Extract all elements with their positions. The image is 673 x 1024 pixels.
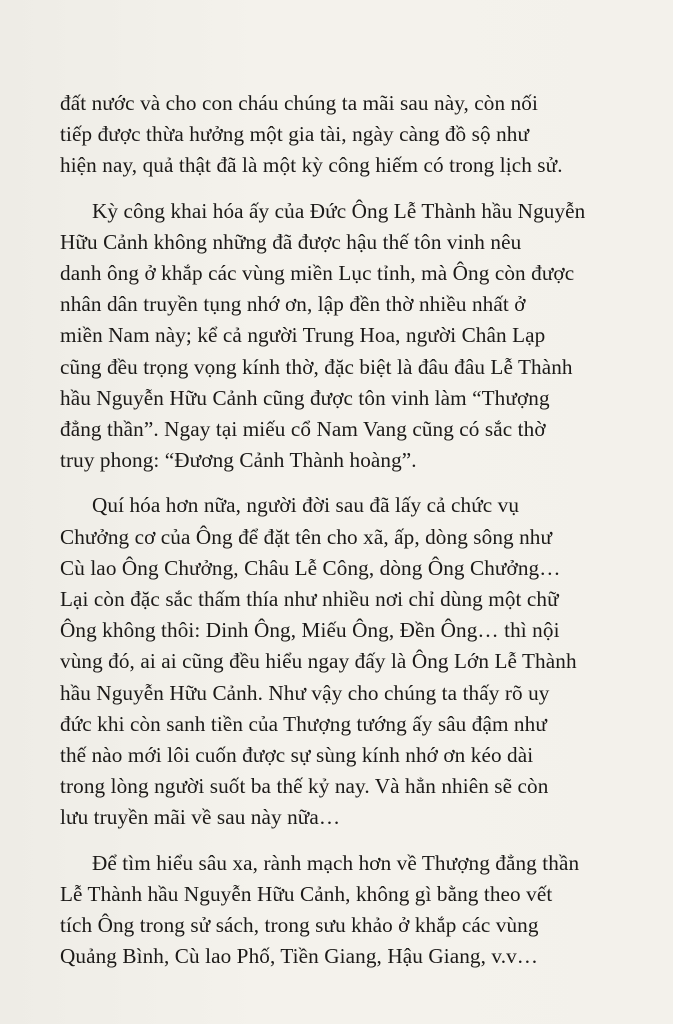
text-line: Quí hóa hơn nữa, người đời sau đã lấy cả chức vụ bbox=[92, 493, 520, 518]
paragraph-2 bbox=[60, 196, 620, 477]
text-line: Quảng Bình, Cù lao Phố, Tiền Giang, Hậu Giang, v.v… bbox=[60, 944, 539, 969]
text-line: Lại còn đặc sắc thấm thía như nhiều nơi chỉ dùng một chữ bbox=[60, 587, 559, 612]
text-line: Kỳ công khai hóa ấy của Đức Ông Lễ Thành hầu Nguyễn bbox=[92, 198, 586, 223]
text-line: hầu Nguyễn Hữu Cảnh cũng được tôn vinh làm “Thượng bbox=[60, 385, 550, 410]
text-line: thế nào mới lôi cuốn được sự sùng kính nhớ ơn kéo dài bbox=[60, 743, 534, 768]
text-line: tích Ông trong sử sách, trong sưu khảo ở khắp các vùng bbox=[60, 913, 539, 938]
text-line: Hữu Cảnh không những đã được hậu thế tôn vinh nêu bbox=[60, 229, 522, 254]
text-line: đẳng thần”. Ngay tại miếu cổ Nam Vang cũng có sắc thờ bbox=[60, 417, 546, 442]
text-line: cũng đều trọng vọng kính thờ, đặc biệt là đâu đâu Lễ Thành bbox=[60, 354, 573, 379]
text-line: vùng đó, ai ai cũng đều hiểu ngay đấy là Ông Lớn Lễ Thành bbox=[60, 649, 577, 674]
text-line: Ông không thôi: Dinh Ông, Miếu Ông, Đền Ông… thì nội bbox=[60, 618, 560, 643]
text-line: tiếp được thừa hưởng một gia tài, ngày càng đồ sộ như bbox=[60, 122, 530, 147]
paragraph-3 bbox=[60, 490, 620, 833]
text-line: Cù lao Ông Chưởng, Châu Lễ Công, dòng Ông Chưởng… bbox=[60, 555, 561, 580]
text-line: đất nước và cho con cháu chúng ta mãi sau này, còn nối bbox=[60, 91, 538, 115]
text-line: đức khi còn sanh tiền của Thượng tướng ấy sâu đậm như bbox=[60, 711, 547, 736]
text-line: truy phong: “Đương Cảnh Thành hoàng”. bbox=[60, 448, 417, 473]
text-line: lưu truyền mãi về sau này nữa… bbox=[60, 805, 341, 830]
text-line: Chưởng cơ của Ông để đặt tên cho xã, ấp, dòng sông như bbox=[60, 524, 553, 549]
text-line: miền Nam này; kể cả người Trung Hoa, người Chân Lạp bbox=[60, 323, 546, 348]
text-line: danh ông ở khắp các vùng miền Lục tỉnh, mà Ông còn được bbox=[60, 261, 575, 286]
text-line: trong lòng người suốt ba thế kỷ nay. Và hẳn nhiên sẽ còn bbox=[60, 774, 549, 799]
paragraph-4 bbox=[60, 848, 620, 973]
text-line: Lễ Thành hầu Nguyễn Hữu Cảnh, không gì bằng theo vết bbox=[60, 881, 553, 906]
text-line: hầu Nguyễn Hữu Cảnh. Như vậy cho chúng ta thấy rõ uy bbox=[60, 680, 550, 705]
text-line: Để tìm hiểu sâu xa, rành mạch hơn về Thượng đẳng thần bbox=[92, 850, 580, 875]
paragraph-1 bbox=[60, 88, 620, 182]
body-text bbox=[60, 88, 620, 972]
text-line: hiện nay, quả thật đã là một kỳ công hiếm có trong lịch sử. bbox=[60, 153, 563, 178]
text-line: nhân dân truyền tụng nhớ ơn, lập đền thờ nhiều nhất ở bbox=[60, 292, 526, 317]
